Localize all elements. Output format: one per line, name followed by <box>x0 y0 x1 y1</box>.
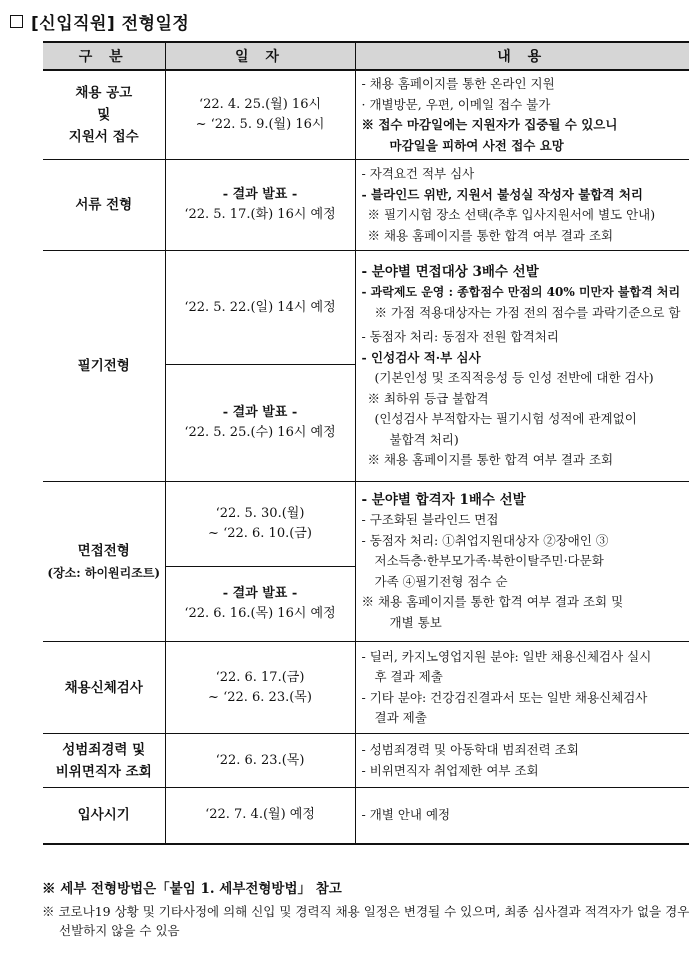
header-category: 구 분 <box>43 42 165 70</box>
page-title-text: [신입직원] 전형일정 <box>31 14 190 34</box>
table-header-row <box>43 42 689 70</box>
row-category <box>43 160 165 251</box>
row-date <box>165 567 355 642</box>
content-line: ※ 채용 홈페이지를 통한 합격 여부 결과 조회 및 <box>361 594 624 610</box>
table-row <box>43 482 689 567</box>
content-line: - 분야별 면접대상 3배수 선발 <box>361 263 539 280</box>
content-line: 개별 통보 <box>389 614 442 630</box>
category-line: 입사시기 <box>77 807 130 824</box>
header-date: 일 자 <box>165 42 355 70</box>
row-category <box>43 251 165 482</box>
date-line: ‘22. 5. 17.(화) 16시 예정 <box>184 207 336 222</box>
date-line: ~ ‘22. 6. 23.(목) <box>208 689 312 705</box>
row-category <box>43 788 165 844</box>
table-row <box>43 734 689 788</box>
category-line: (장소: 하이원리조트) <box>47 565 161 580</box>
note-covid: ※ 코로나19 상황 및 기타사정에 의해 신입 및 경력직 채용 일정은 변경될 수 있으며, 최종 심사결과 적격자가 없을 경우 선발하지 않을 수 있음 <box>42 904 690 938</box>
content-line: - 과락제도 운영 : 종합점수 만점의 40% 미만자 불합격 처리 <box>361 285 681 299</box>
row-content <box>355 251 689 482</box>
content-line: 저소득층·한부모가족·북한이탈주민·다문화 <box>374 553 604 569</box>
row-content <box>355 734 689 788</box>
row-content <box>355 788 689 844</box>
row-date <box>165 788 355 844</box>
date-line: - 결과 발표 - <box>222 586 298 601</box>
footnotes <box>42 880 692 940</box>
date-line: ~ ‘22. 6. 10.(금) <box>208 526 312 541</box>
page-title <box>10 9 189 34</box>
row-category <box>43 642 165 734</box>
content-line: 가족 ④필기전형 점수 순 <box>374 573 508 589</box>
content-line: - 성범죄경력 및 아동학대 범죄전력 조회 <box>361 742 579 757</box>
content-line: ※ 필기시험 장소 선택(추후 입사지원서에 별도 안내) <box>367 207 656 222</box>
row-content <box>355 642 689 734</box>
content-line: - 구조화된 블라인드 면접 <box>361 512 499 528</box>
table-row <box>43 788 689 844</box>
row-category <box>43 482 165 642</box>
content-line: - 동점자 처리: ①취업지원대상자 ②장애인 ③ <box>361 532 609 548</box>
row-category <box>43 734 165 788</box>
content-line: · 개별방문, 우편, 이메일 접수 불가 <box>361 96 551 112</box>
content-line: ※ 채용 홈페이지를 통한 합격 여부 결과 조회 <box>367 452 614 467</box>
content-line: - 블라인드 위반, 지원서 불성실 작성자 불합격 처리 <box>361 186 644 202</box>
row-content <box>355 160 689 251</box>
content-line: 불합격 처리) <box>389 431 459 447</box>
row-date <box>165 734 355 788</box>
date-line: ‘22. 6. 17.(금) <box>215 669 305 685</box>
date-line: ‘22. 7. 4.(월) 예정 <box>205 807 315 823</box>
content-line: - 개별 안내 예정 <box>361 807 451 822</box>
category-line: 채용 공고 <box>75 85 133 101</box>
content-line: - 인성검사 적·부 심사 <box>361 349 481 365</box>
category-line: 필기전형 <box>77 358 130 374</box>
category-line: 서류 전형 <box>75 197 133 213</box>
row-date <box>165 642 355 734</box>
content-line: ※ 가점 적용대상자는 가점 전의 점수를 과락기준으로 함 <box>374 304 681 320</box>
content-line: - 비위면직자 취업제한 여부 조회 <box>361 762 539 778</box>
row-date <box>165 160 355 251</box>
content-line: 후 결과 제출 <box>374 669 443 684</box>
date-line: ‘22. 4. 25.(월) 16시 <box>198 97 322 112</box>
content-line: ※ 채용 홈페이지를 통한 합격 여부 결과 조회 <box>367 227 614 243</box>
row-date <box>165 365 355 482</box>
content-line: - 딜러, 카지노영업지원 분야: 일반 채용신체검사 실시 <box>361 648 652 664</box>
content-line: - 기타 분야: 건강검진결과서 또는 일반 채용신체검사 <box>361 689 648 705</box>
date-line: ~ ‘22. 5. 9.(월) 16시 <box>195 117 325 132</box>
date-line: - 결과 발표 - <box>222 405 298 420</box>
content-line: - 채용 홈페이지를 통한 온라인 지원 <box>361 76 555 91</box>
date-line: ‘22. 5. 22.(일) 14시 예정 <box>184 299 336 315</box>
date-line: ‘22. 6. 23.(목) <box>215 752 305 768</box>
content-line: 결과 제출 <box>374 710 427 725</box>
content-line: (인성검사 부적합자는 필기시험 성적에 관계없이 <box>374 411 637 426</box>
category-line: 지원서 접수 <box>68 129 139 145</box>
category-line: 비위면직자 조회 <box>55 763 152 780</box>
table-row <box>43 642 689 734</box>
row-date <box>165 482 355 567</box>
content-line: ※ 접수 마감일에는 지원자가 집중될 수 있으니 <box>361 117 618 132</box>
note-reference: ※ 세부 전형방법은「붙임 1. 세부전형방법」 참고 <box>42 881 342 897</box>
category-line: 채용신체검사 <box>64 679 143 696</box>
content-line: ※ 최하위 등급 불합격 <box>367 390 489 406</box>
row-content <box>355 482 689 642</box>
schedule-table <box>43 41 689 845</box>
row-content <box>355 70 689 160</box>
row-category <box>43 70 165 160</box>
date-line: ‘22. 5. 25.(수) 16시 예정 <box>184 425 336 440</box>
table-row <box>43 160 689 251</box>
content-line: (기본인성 및 조직적응성 등 인성 전반에 대한 검사) <box>374 370 654 385</box>
content-line: 마감일을 피하여 사전 접수 요망 <box>389 137 564 153</box>
date-line: ‘22. 5. 30.(월) <box>215 506 305 521</box>
category-line: 및 <box>97 107 111 123</box>
content-line: - 자격요건 적부 심사 <box>361 166 475 181</box>
table-row <box>43 70 689 160</box>
header-content: 내 용 <box>355 42 689 70</box>
content-line: - 동점자 처리: 동점자 전원 합격처리 <box>361 329 559 344</box>
category-line: 면접전형 <box>77 542 130 559</box>
content-line: - 분야별 합격자 1배수 선발 <box>361 491 526 508</box>
checkbox-square-icon <box>10 15 23 28</box>
table-row <box>43 251 689 365</box>
category-line: 성범죄경력 및 <box>62 741 146 758</box>
date-line: ‘22. 6. 16.(목) 16시 예정 <box>184 606 336 621</box>
row-date <box>165 251 355 365</box>
row-date <box>165 70 355 160</box>
date-line: - 결과 발표 - <box>222 187 298 202</box>
